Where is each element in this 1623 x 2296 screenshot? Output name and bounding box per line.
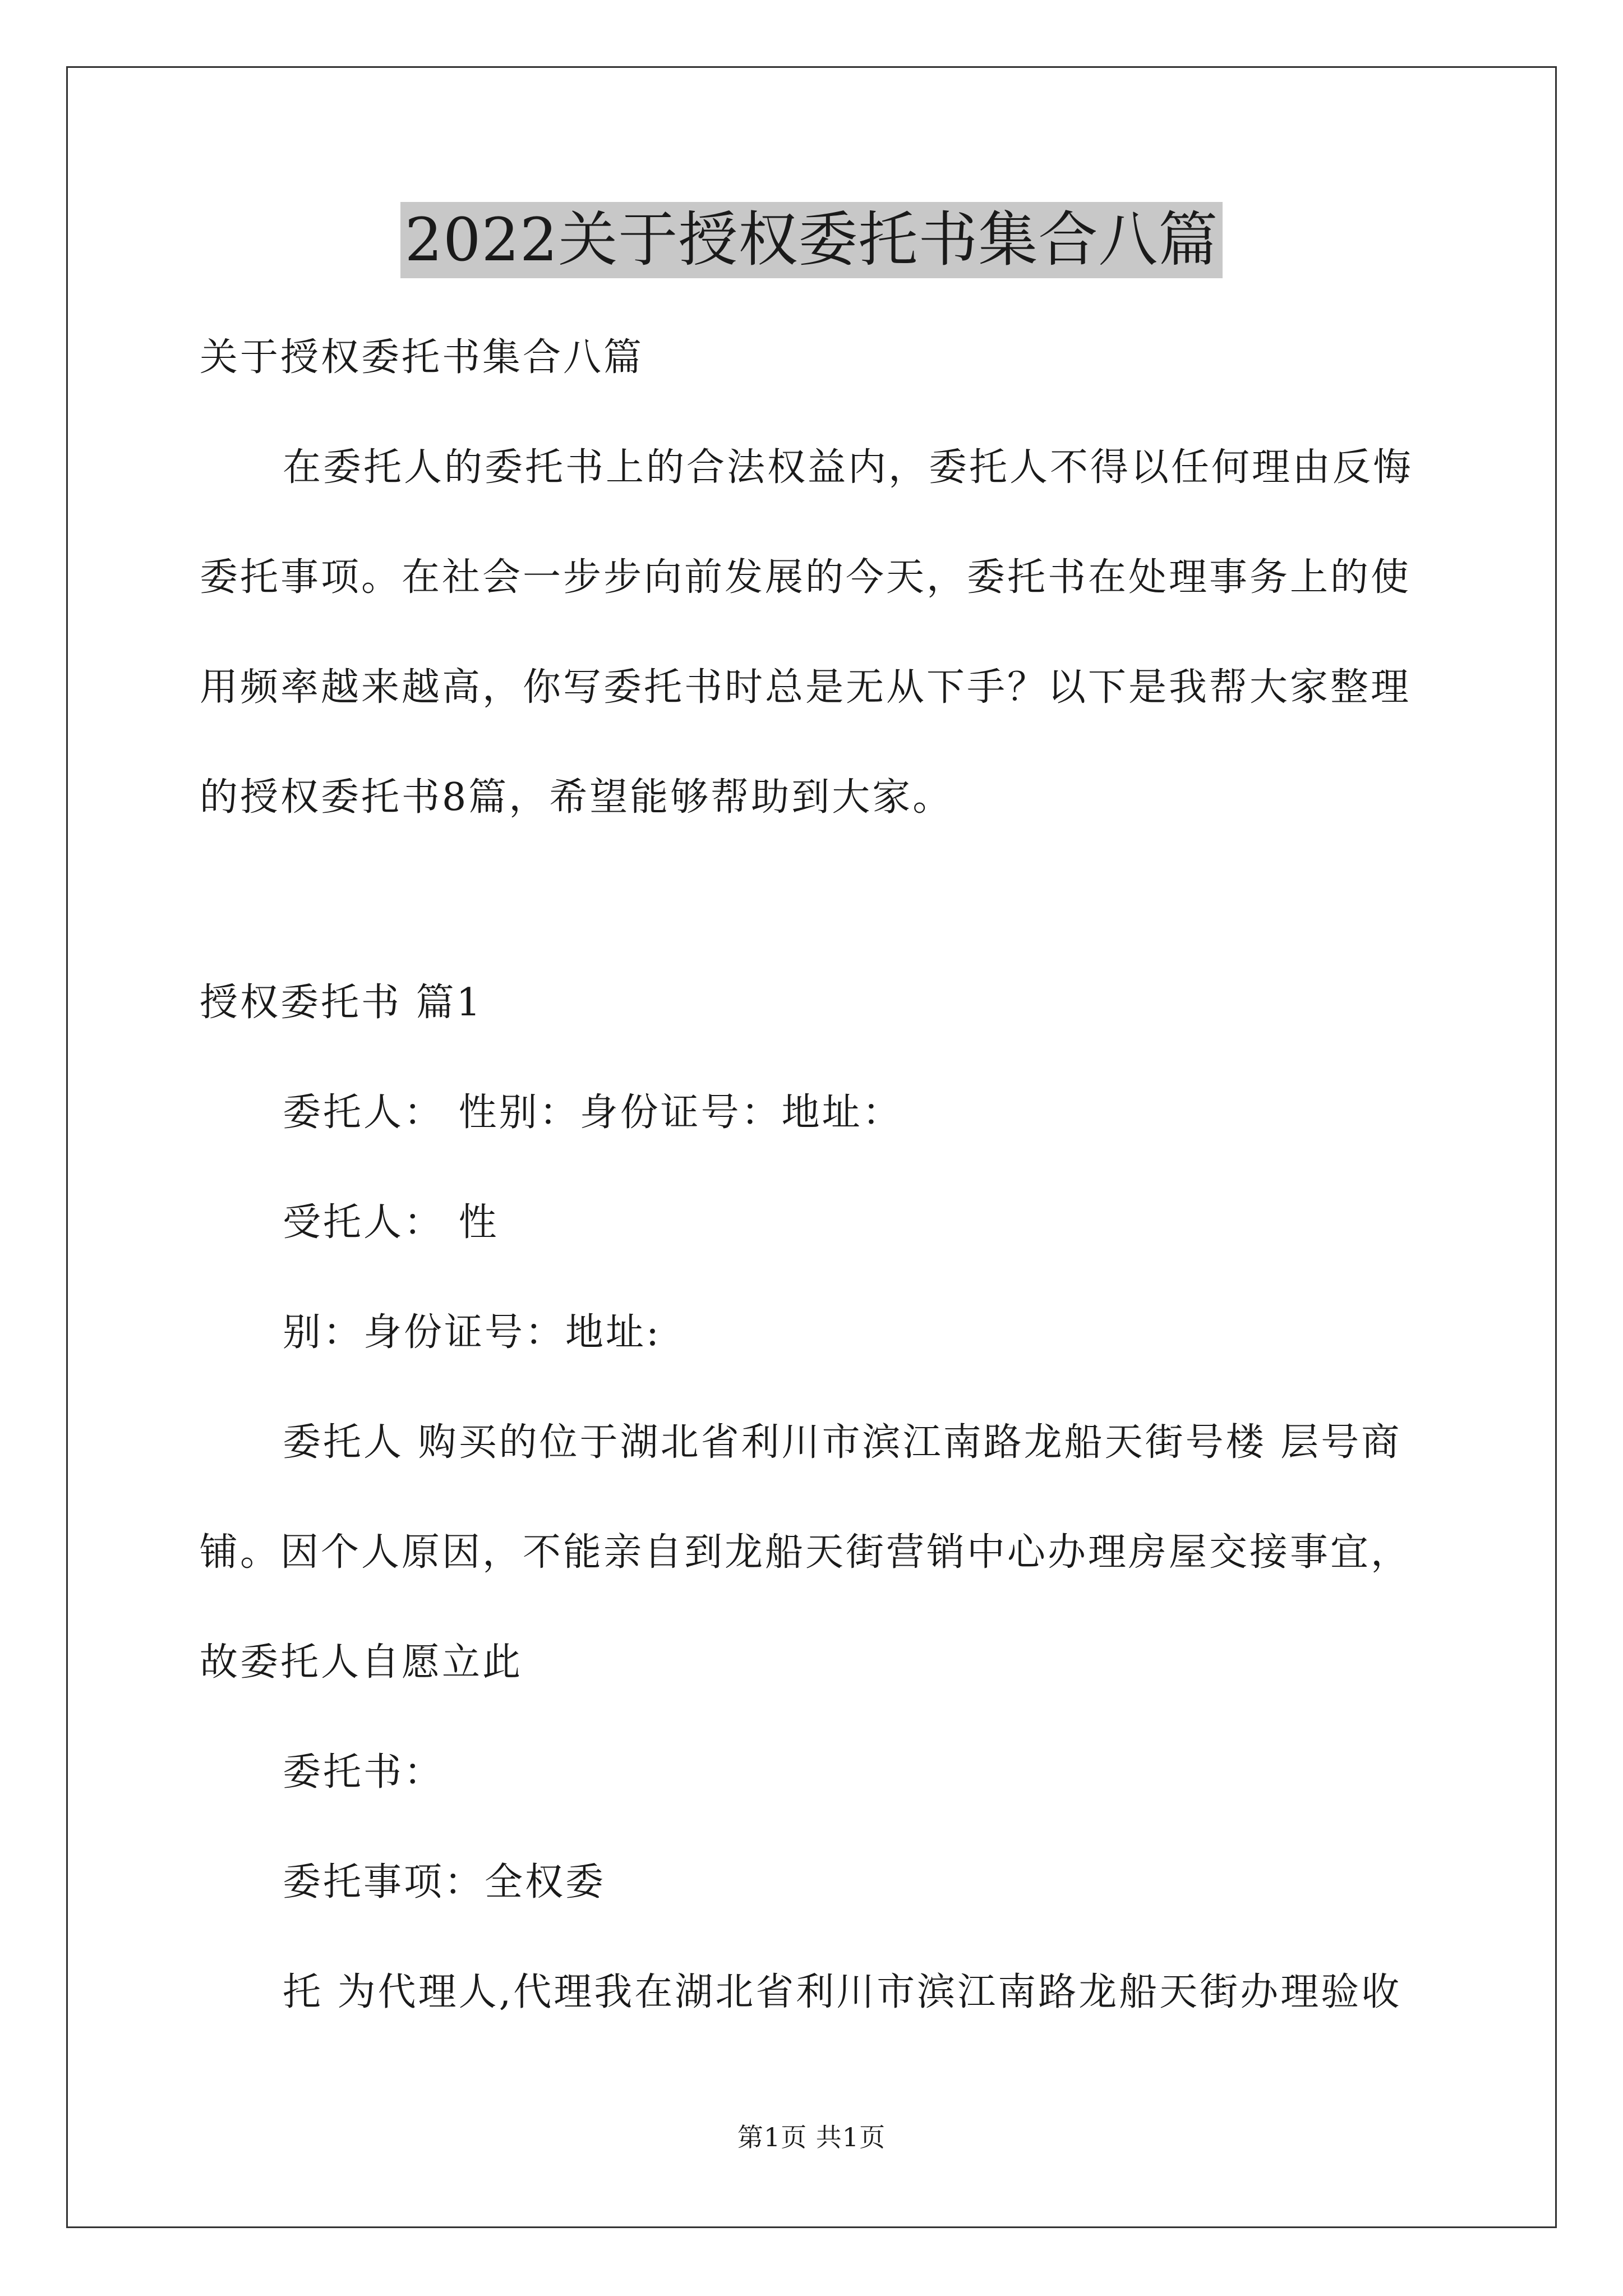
section-body — [200, 1058, 1433, 2047]
body-line: 别：身份证号：地址: — [283, 1310, 661, 1355]
intro-line-4: 的授权委托书8篇，希望能够帮助到大家。 — [200, 775, 953, 820]
document-title: 2022关于授权委托书集合八篇 — [400, 202, 1223, 278]
intro-line-1: 在委托人的委托书上的合法权益内，委托人不得以任何理由反悔 — [283, 445, 1414, 490]
body-line: 委托书： — [283, 1750, 445, 1795]
intro-line-3: 用频率越来越高，你写委托书时总是无从下手？以下是我帮大家整理 — [200, 665, 1412, 710]
body-line: 委托事项：全权委 — [283, 1860, 606, 1904]
intro-line-2: 委托事项。在社会一步步向前发展的今天，委托书在处理事务上的使 — [200, 555, 1412, 600]
section-gap — [200, 853, 1433, 948]
page-footer: 第1页 共1页 — [737, 2122, 886, 2152]
document-body — [200, 303, 1433, 2047]
body-line: 委托人 购买的位于湖北省利川市滨江南路龙船天街号楼 层号商 — [283, 1420, 1402, 1465]
body-line: 铺。因个人原因，不能亲自到龙船天街营销中心办理房屋交接事宜， — [200, 1530, 1412, 1575]
body-line: 故委托人自愿立此 — [200, 1640, 523, 1685]
section-heading: 授权委托书 篇1 — [200, 981, 483, 1025]
title-container — [0, 202, 1623, 278]
body-line: 托 为代理人,代理我在湖北省利川市滨江南路龙船天街办理验收 — [283, 1970, 1402, 2014]
subtitle: 关于授权委托书集合八篇 — [200, 335, 644, 380]
body-line: 受托人： 性 — [283, 1200, 499, 1245]
body-line: 委托人： 性别：身份证号：地址： — [283, 1091, 903, 1135]
